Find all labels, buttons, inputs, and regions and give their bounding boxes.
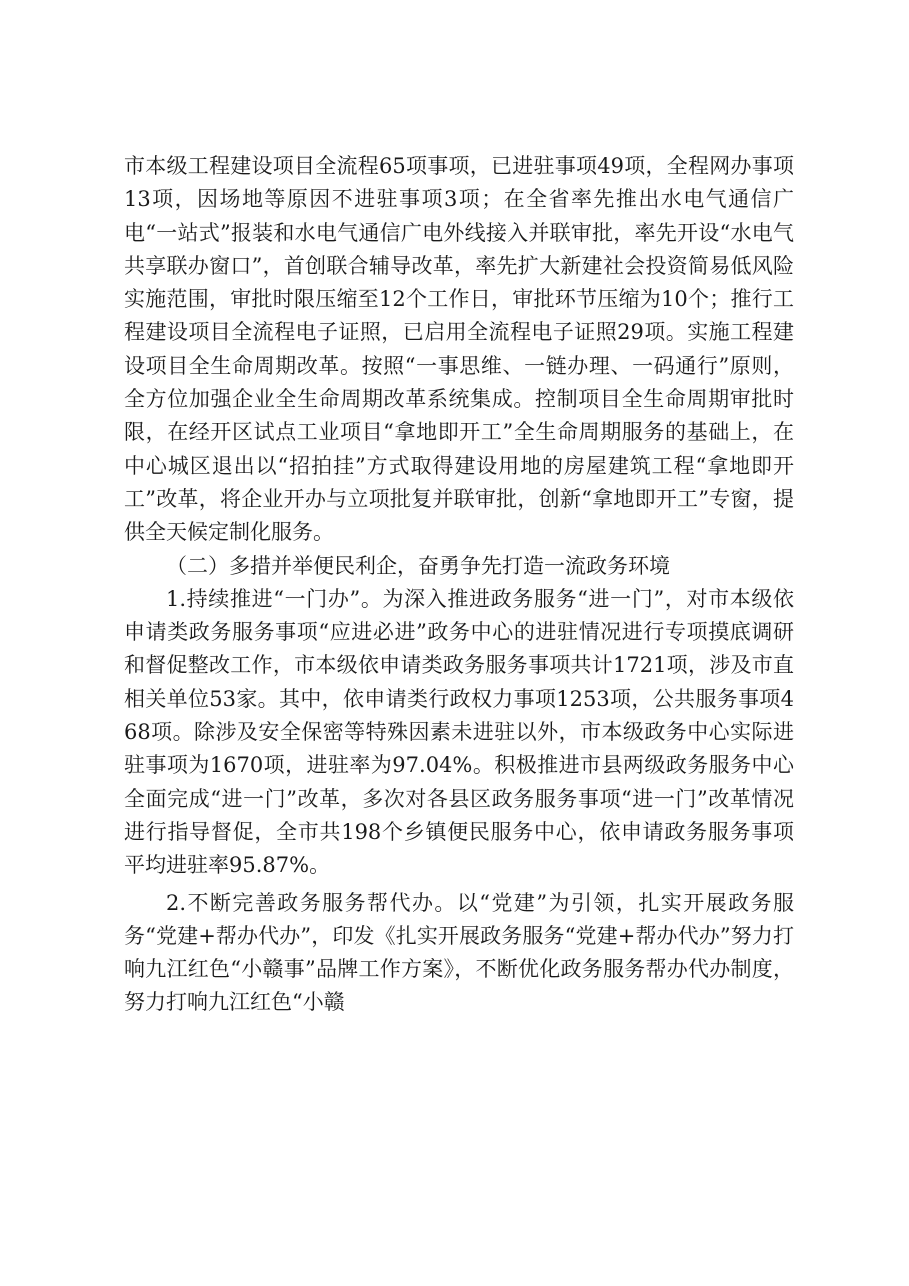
- paragraph-one-door: 1.持续推进“一门办”。为深入推进政务服务“进一门”，对市本级依申请类政务服务事项“应进必进”政务中心的进驻情况进行专项摸底调研和督促整改工作，市本级依申请类政务服务事项共计1721项，涉及市直相关单位53家。其中，依申请类行政权力事项1253项，公共服务事项468项。除涉及安全保密等特殊因素未进驻以外，市本级政务中心实际进驻事项为1670项，进驻率为97.04%。积极推进市县两级政务服务中心全面完成“进一门”改革，多次对各县区政务服务事项“进一门”改革情况进行指导督促，全市共198个乡镇便民服务中心，依申请政务服务事项平均进驻率95.87%。: [124, 586, 794, 878]
- paragraph-engineering-projects: 市本级工程建设项目全流程65项事项，已进驻事项49项，全程网办事项13项，因场地等原因不进驻事项3项；在全省率先推出水电气通信广电“一站式”报装和水电气通信广电外线接入并联审批，率先开设“水电气共享联办窗口”，首创联合辅导改革，率先扩大新建社会投资简易低风险实施范围，审批时限压缩至12个工作日，审批环节压缩为10个；推行工程建设项目全流程电子证照，已启用全流程电子证照29项。实施工程建设项目全生命周期改革。按照“一事思维、一链办理、一码通行”原则，全方位加强企业全生命周期改革系统集成。控制项目全生命周期审批时限，在经开区试点工业项目“拿地即开工”全生命周期服务的基础上，在中心城区退出以“招拍挂”方式取得建设用地的房屋建筑工程“拿地即开工”改革，将企业开办与立项批复并联审批，创新“拿地即开工”专窗，提供全天候定制化服务。: [124, 154, 794, 545]
- document-body: [124, 150, 794, 1020]
- section-heading: （二）多措并举便民利企，奋勇争先打造一流政务环境: [166, 553, 670, 578]
- paragraph-agent-service: 2.不断完善政务服务帮代办。以“党建”为引领，扎实开展政务服务“党建+帮办代办”，印发《扎实开展政务服务“党建+帮办代办”努力打响九江红色“小赣事”品牌工作方案》，不断优化政务服务帮办代办制度，努力打响九江红色“小赣: [124, 890, 794, 1015]
